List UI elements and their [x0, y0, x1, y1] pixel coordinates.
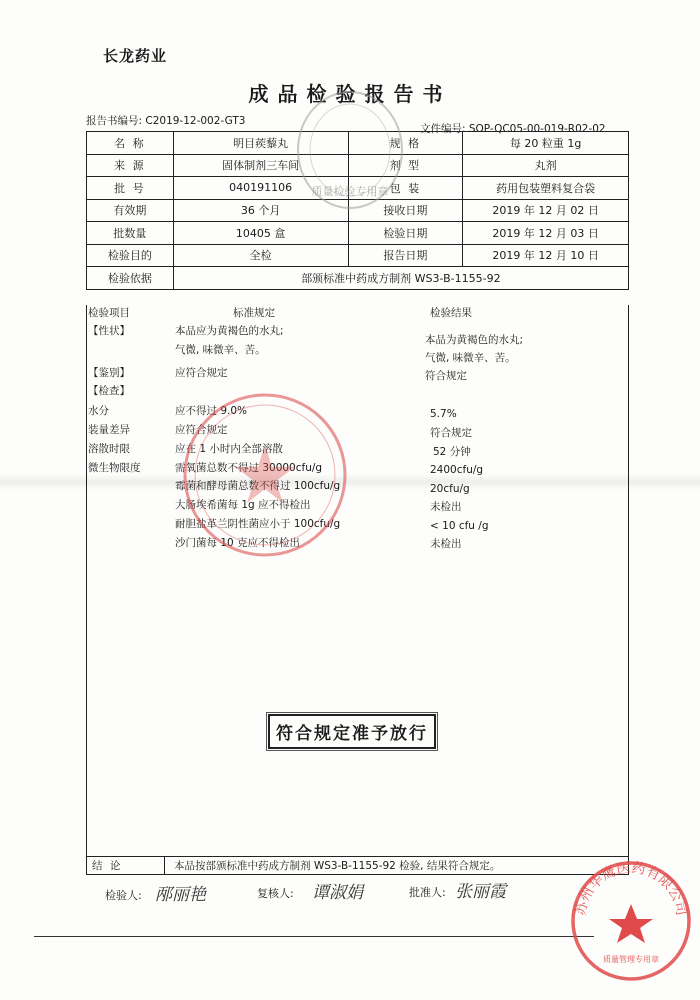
check-item-result: 未检出 [430, 501, 462, 513]
label-package: 包 装 [348, 177, 463, 200]
label-basis: 检验依据 [87, 267, 174, 290]
svg-text:质量检验专用章: 质量检验专用章 [311, 185, 389, 198]
check-item-standard: 应在 1 小时内全部溶散 [175, 443, 283, 455]
conclusion-label: 结 论 [92, 860, 123, 872]
check-item-name: 水分 [88, 405, 109, 417]
check-item-standard: 应不得过 9.0% [175, 405, 248, 417]
value-package: 药用包装塑料复合袋 [463, 177, 629, 200]
trait-result-1: 本品为黄褐色的水丸; [425, 334, 524, 346]
ident-standard: 应符合规定 [175, 367, 228, 379]
report-number: 报告书编号: C2019-12-002-GT3 [86, 115, 246, 127]
check-item-standard: 应符合规定 [175, 424, 228, 436]
label-name: 名 称 [87, 132, 174, 155]
check-item-standard: 耐胆盐革兰阴性菌应小于 100cfu/g [175, 518, 341, 530]
table-row [87, 222, 629, 245]
inspector-signature: 邴丽艳 [155, 885, 206, 905]
inspector-label: 检验人: [105, 889, 142, 902]
approver-signature: 张丽霞 [455, 882, 506, 902]
label-report-date: 报告日期 [348, 244, 463, 267]
label-batch-qty: 批数量 [87, 222, 174, 245]
check-item-result: 2400cfu/g [430, 464, 484, 476]
value-spec: 每 20 粒重 1g [463, 132, 629, 155]
value-basis: 部颁标准中药成方制剂 WS3-B-1155-92 [173, 267, 628, 290]
company-seal-icon [568, 858, 694, 984]
check-item-result: < 10 cfu /g [430, 520, 489, 532]
company-seal-subtext: 质量管理专用章 [603, 955, 659, 964]
check-item-result: 20cfu/g [430, 483, 470, 495]
col-header-standard: 标准规定 [233, 307, 275, 319]
company-name: 长龙药业 [103, 47, 168, 65]
section-identification: 【鉴别】 [88, 367, 130, 379]
faded-red-seal-icon [175, 385, 355, 565]
label-purpose: 检验目的 [87, 244, 174, 267]
trait-standard-1: 本品应为黄褐色的水丸; [175, 325, 284, 337]
conclusion-text: 本品按部颁标准中药成方制剂 WS3-B-1155-92 检验, 结果符合规定。 [174, 860, 501, 872]
check-item-standard: 大肠埃希菌每 1g 应不得检出 [175, 499, 311, 511]
col-header-item: 检验项目 [88, 307, 130, 319]
reviewer-signature: 谭淑娟 [312, 883, 363, 903]
check-item-standard: 沙门菌每 10 克应不得检出 [175, 537, 301, 549]
ident-result: 符合规定 [425, 370, 467, 382]
check-item-standard: 霉菌和酵母菌总数不得过 100cfu/g [175, 480, 341, 492]
label-batch: 批 号 [87, 177, 174, 200]
file-number: 文件编号: SOP-QC05-00-019-R02-02 [420, 123, 606, 135]
section-traits: 【性状】 [88, 325, 130, 337]
check-item-result: 符合规定 [430, 427, 472, 439]
value-purpose: 全检 [173, 244, 348, 267]
value-batch-qty: 10405 盒 [173, 222, 348, 245]
value-source: 固体制剂三车间 [173, 154, 348, 177]
reviewer-label: 复核人: [257, 887, 294, 900]
trait-result-2: 气微, 味微辛、苦。 [425, 352, 516, 364]
conclusion-column-divider [164, 856, 165, 875]
value-test-date: 2019 年 12 月 03 日 [463, 222, 629, 245]
check-item-result: 5.7% [430, 408, 457, 420]
check-item-result: 未检出 [430, 538, 462, 550]
value-expiry: 36 个月 [173, 199, 348, 222]
trait-standard-2: 气微, 味微辛、苦。 [175, 344, 266, 356]
label-source: 来 源 [87, 154, 174, 177]
bottom-rule [34, 936, 594, 937]
label-spec: 规 格 [348, 132, 463, 155]
label-receive-date: 接收日期 [348, 199, 463, 222]
table-row [87, 244, 629, 267]
value-receive-date: 2019 年 12 月 02 日 [463, 199, 629, 222]
page-title: 成品检验报告书 [248, 82, 452, 106]
label-expiry: 有效期 [87, 199, 174, 222]
value-dosage-form: 丸剂 [463, 154, 629, 177]
col-header-result: 检验结果 [430, 307, 472, 319]
label-dosage-form: 剂 型 [348, 154, 463, 177]
table-row [87, 267, 629, 290]
check-item-name: 装量差异 [88, 424, 130, 436]
results-frame [86, 305, 629, 875]
check-item-result: 52 分钟 [433, 446, 471, 458]
value-name: 明目蒺藜丸 [173, 132, 348, 155]
label-test-date: 检验日期 [348, 222, 463, 245]
release-stamp: 符合规定准予放行 [268, 714, 436, 749]
section-check: 【检查】 [88, 385, 130, 397]
value-batch: 040191106 [173, 177, 348, 200]
check-item-standard: 需氧菌总数不得过 30000cfu/g [175, 462, 323, 474]
qa-seal-icon [290, 85, 410, 215]
company-seal-text: 苏州华鹰医药有限公司 [572, 860, 690, 918]
check-item-name: 溶散时限 [88, 443, 130, 455]
value-report-date: 2019 年 12 月 10 日 [463, 244, 629, 267]
check-item-name: 微生物限度 [88, 462, 141, 474]
approver-label: 批准人: [409, 886, 446, 899]
